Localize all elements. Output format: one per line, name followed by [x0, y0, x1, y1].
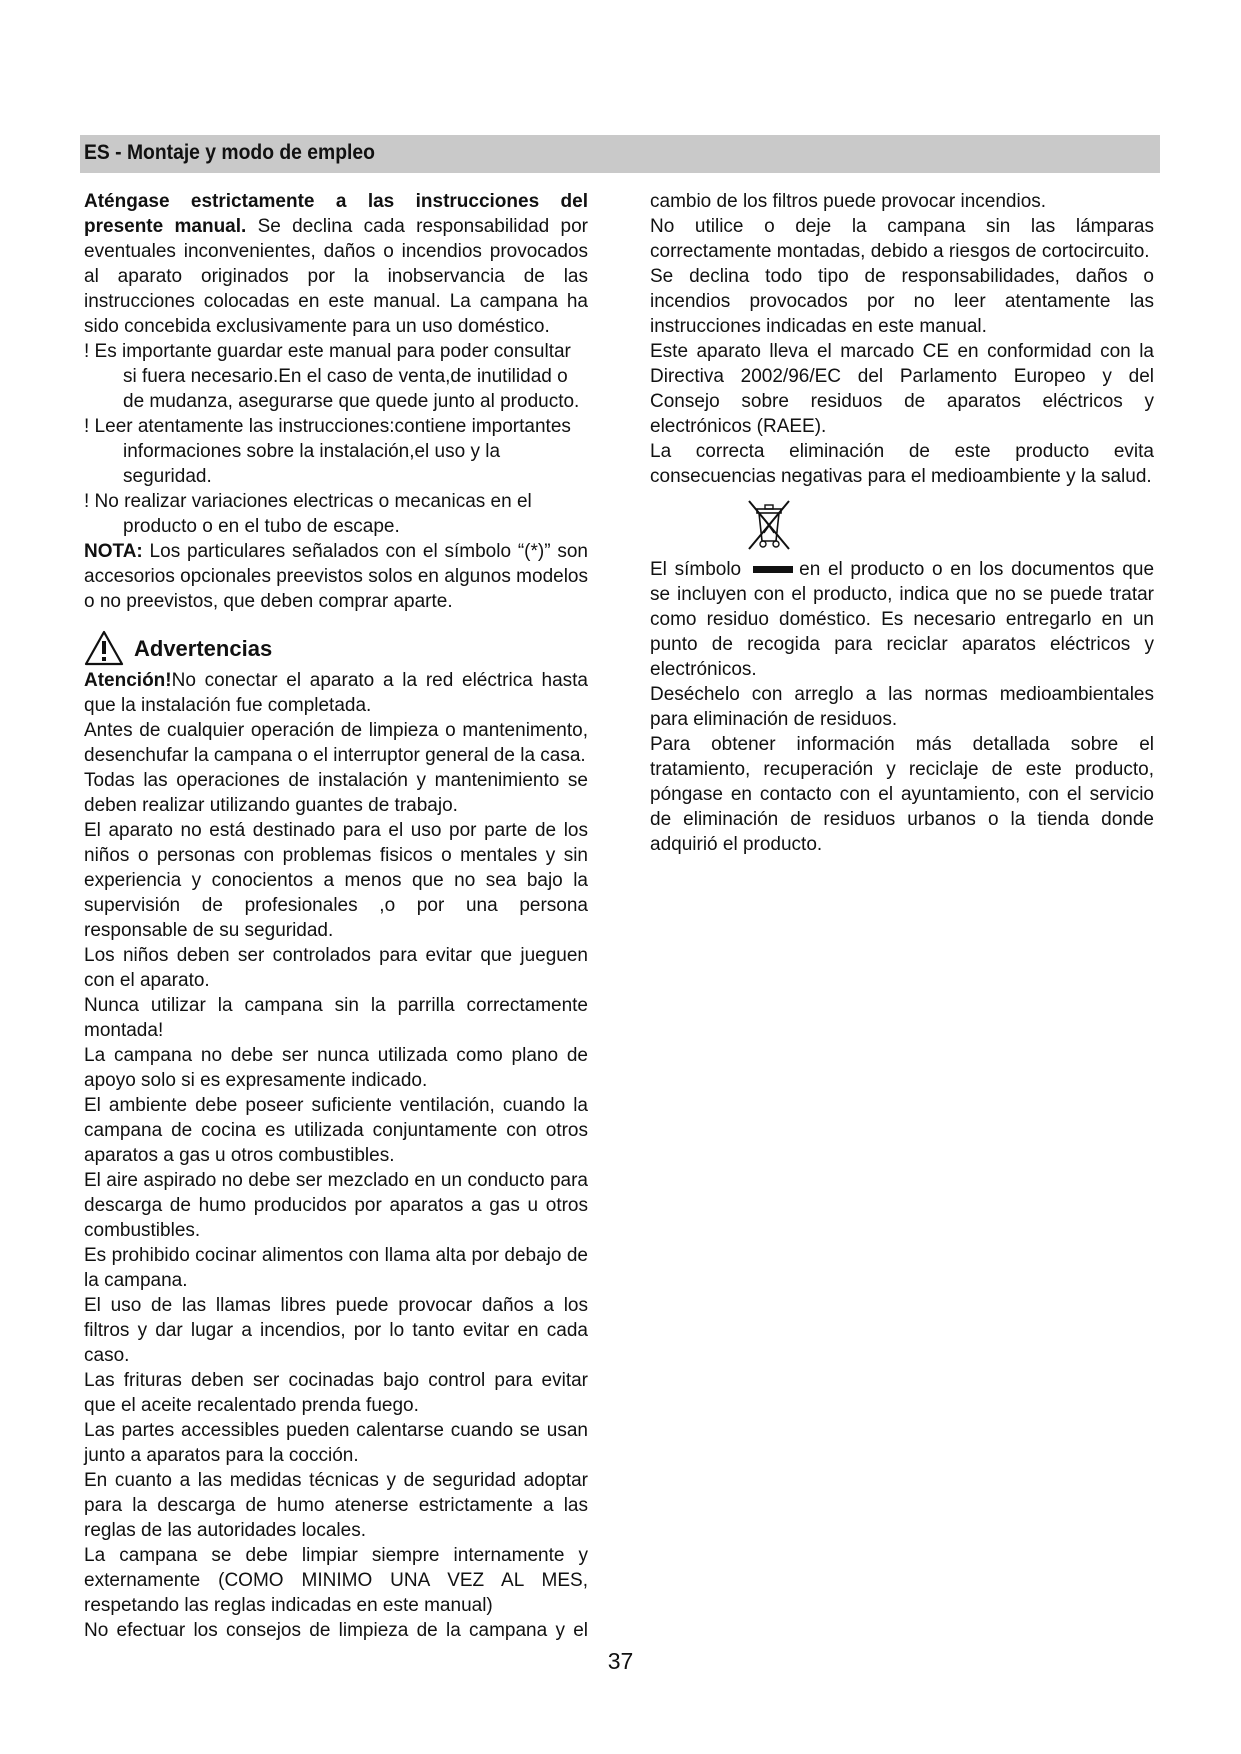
- warning-paragraph: El aire aspirado no debe ser mezclado en un conducto para descarga de humo producidos por aparatos a gas u otros combustibles.: [84, 1170, 588, 1241]
- warning-paragraph: El ambiente debe poseer suficiente ventilación, cuando la campana de cocina es utilizada conjuntamente con otros aparatos a gas u otros combustibles.: [84, 1095, 588, 1166]
- section-header: [80, 135, 1160, 173]
- nota-text: Los particulares señalados con el símbolo “(*)” son accesorios opcionales preevistos solos en algunos modelos o no preevistos, que deben comprar aparte.: [84, 541, 588, 612]
- bullet-first-line: ! No realizar variaciones electricas o mecanicas en el: [84, 491, 532, 512]
- atencion-text: No conectar el aparato a la red eléctrica hasta que la instalación fue completada.: [84, 670, 588, 716]
- black-bar-icon: [753, 566, 793, 573]
- bullet-item: [84, 339, 588, 414]
- bullet-first-line: ! Leer atentamente las instrucciones:contiene importantes: [84, 416, 571, 437]
- bullet-rest: si fuera necesario.En el caso de venta,de inutilidad o de mudanza, asegurarse que quede junto al producto.: [123, 366, 580, 412]
- warnings-heading: [84, 630, 588, 666]
- warning-paragraph: La campana se debe limpiar siempre internamente y externamente (COMO MINIMO UNA VEZ AL MES, respetando las reglas indicadas en este manual): [84, 1545, 588, 1616]
- warning-paragraph: En cuanto a las medidas técnicas y de seguridad adoptar para la descarga de humo atenerse estrictamente a las reglas de las autoridades locales.: [84, 1470, 588, 1541]
- right-paragraph: Para obtener información más detallada sobre el tratamiento, recuperación y reciclaje de este producto, póngase en contacto con el ayuntamiento, con el servicio de eliminación de residuos urbanos o la tienda donde adquirió el producto.: [650, 734, 1154, 855]
- left-column: [84, 189, 588, 1643]
- right-column: [650, 189, 1154, 857]
- right-paragraph: Se declina todo tipo de responsabilidades, daños o incendios provocados por no leer atentamente las instrucciones indicadas en este manual.: [650, 266, 1154, 337]
- bullet-item: [84, 414, 588, 489]
- bullet-rest: producto o en el tubo de escape.: [123, 516, 400, 537]
- page-title: ES - Montaje y modo de empleo: [84, 141, 375, 164]
- atencion-paragraph: [84, 668, 588, 718]
- atencion-label: Atención!: [84, 670, 172, 691]
- warning-paragraph: El uso de las llamas libres puede provocar daños a los filtros y dar lugar a incendios, por lo tanto evitar en cada caso.: [84, 1295, 588, 1366]
- warning-paragraph: Los niños deben ser controlados para evitar que jueguen con el aparato.: [84, 945, 588, 991]
- warning-paragraph: La campana no debe ser nunca utilizada como plano de apoyo solo si es expresamente indicado.: [84, 1045, 588, 1091]
- warning-paragraph: Las partes accessibles pueden calentarse cuando se usan junto a aparatos para la cocción.: [84, 1420, 588, 1466]
- warning-paragraph: Todas las operaciones de instalación y mantenimiento se deben realizar utilizando guantes de trabajo.: [84, 770, 588, 816]
- warning-paragraph: Las frituras deben ser cocinadas bajo control para evitar que el aceite recalentado prenda fuego.: [84, 1370, 588, 1416]
- intro-text: Se declina cada responsabilidad por eventuales inconvenientes, daños o incendios provocados al aparato originados por la inobservancia de las instrucciones colocadas en este manual. La campana ha sido concebida exclusivamente para un uso doméstico.: [84, 216, 588, 337]
- bullet-rest: informaciones sobre la instalación,el uso y la seguridad.: [123, 441, 501, 487]
- bullet-first-line: ! Es importante guardar este manual para poder consultar: [84, 341, 571, 362]
- warning-paragraph: Nunca utilizar la campana sin la parrilla correctamente montada!: [84, 995, 588, 1041]
- nota-label: NOTA:: [84, 541, 143, 562]
- symbol-paragraph: [650, 557, 1154, 682]
- weee-symbol-area: [650, 497, 1154, 557]
- nota-paragraph: [84, 539, 588, 614]
- intro-bold: Aténgase estrictamente a las instrucciones del presente manual.: [84, 191, 588, 237]
- bullet-item: [84, 489, 588, 539]
- symbol-prefix: El símbolo: [650, 559, 742, 580]
- right-paragraph: cambio de los filtros puede provocar incendios.: [650, 191, 1047, 212]
- crossed-out-bin-icon: [743, 497, 795, 560]
- warning-paragraph: No efectuar los consejos de limpieza de la campana y el: [84, 1620, 588, 1641]
- warning-paragraph: Antes de cualquier operación de limpieza o mantenimento, desenchufar la campana o el interruptor general de la casa.: [84, 720, 588, 766]
- warning-triangle-icon: [84, 630, 124, 666]
- symbol-text: en el producto o en los documentos que se incluyen con el producto, indica que no se puede tratar como residuo doméstico. Es necesario entregarlo en un punto de recogida para reciclar aparatos eléctricos y electrónicos.: [650, 559, 1155, 680]
- warnings-title: Advertencias: [134, 635, 273, 661]
- warning-paragraph: El aparato no está destinado para el uso por parte de los niños o personas con problemas fisicos o mentales y sin experiencia y conocientos a menos que no sea bajo la supervisión de profesionales ,o por una persona responsable de su seguridad.: [84, 820, 588, 941]
- right-paragraph: Deséchelo con arreglo a las normas medioambientales para eliminación de residuos.: [650, 684, 1154, 730]
- warning-paragraph: Es prohibido cocinar alimentos con llama alta por debajo de la campana.: [84, 1245, 588, 1291]
- page-number: 37: [607, 1648, 634, 1674]
- intro-paragraph: [84, 189, 588, 339]
- right-paragraph: La correcta eliminación de este producto evita consecuencias negativas para el medioambiente y la salud.: [650, 441, 1154, 487]
- right-paragraph: Este aparato lleva el marcado CE en conformidad con la Directiva 2002/96/EC del Parlamento Europeo y del Consejo sobre residuos de aparatos eléctricos y electrónicos (RAEE).: [650, 341, 1154, 437]
- right-paragraph: No utilice o deje la campana sin las lámparas correctamente montadas, debido a riesgos de cortocircuito.: [650, 216, 1154, 262]
